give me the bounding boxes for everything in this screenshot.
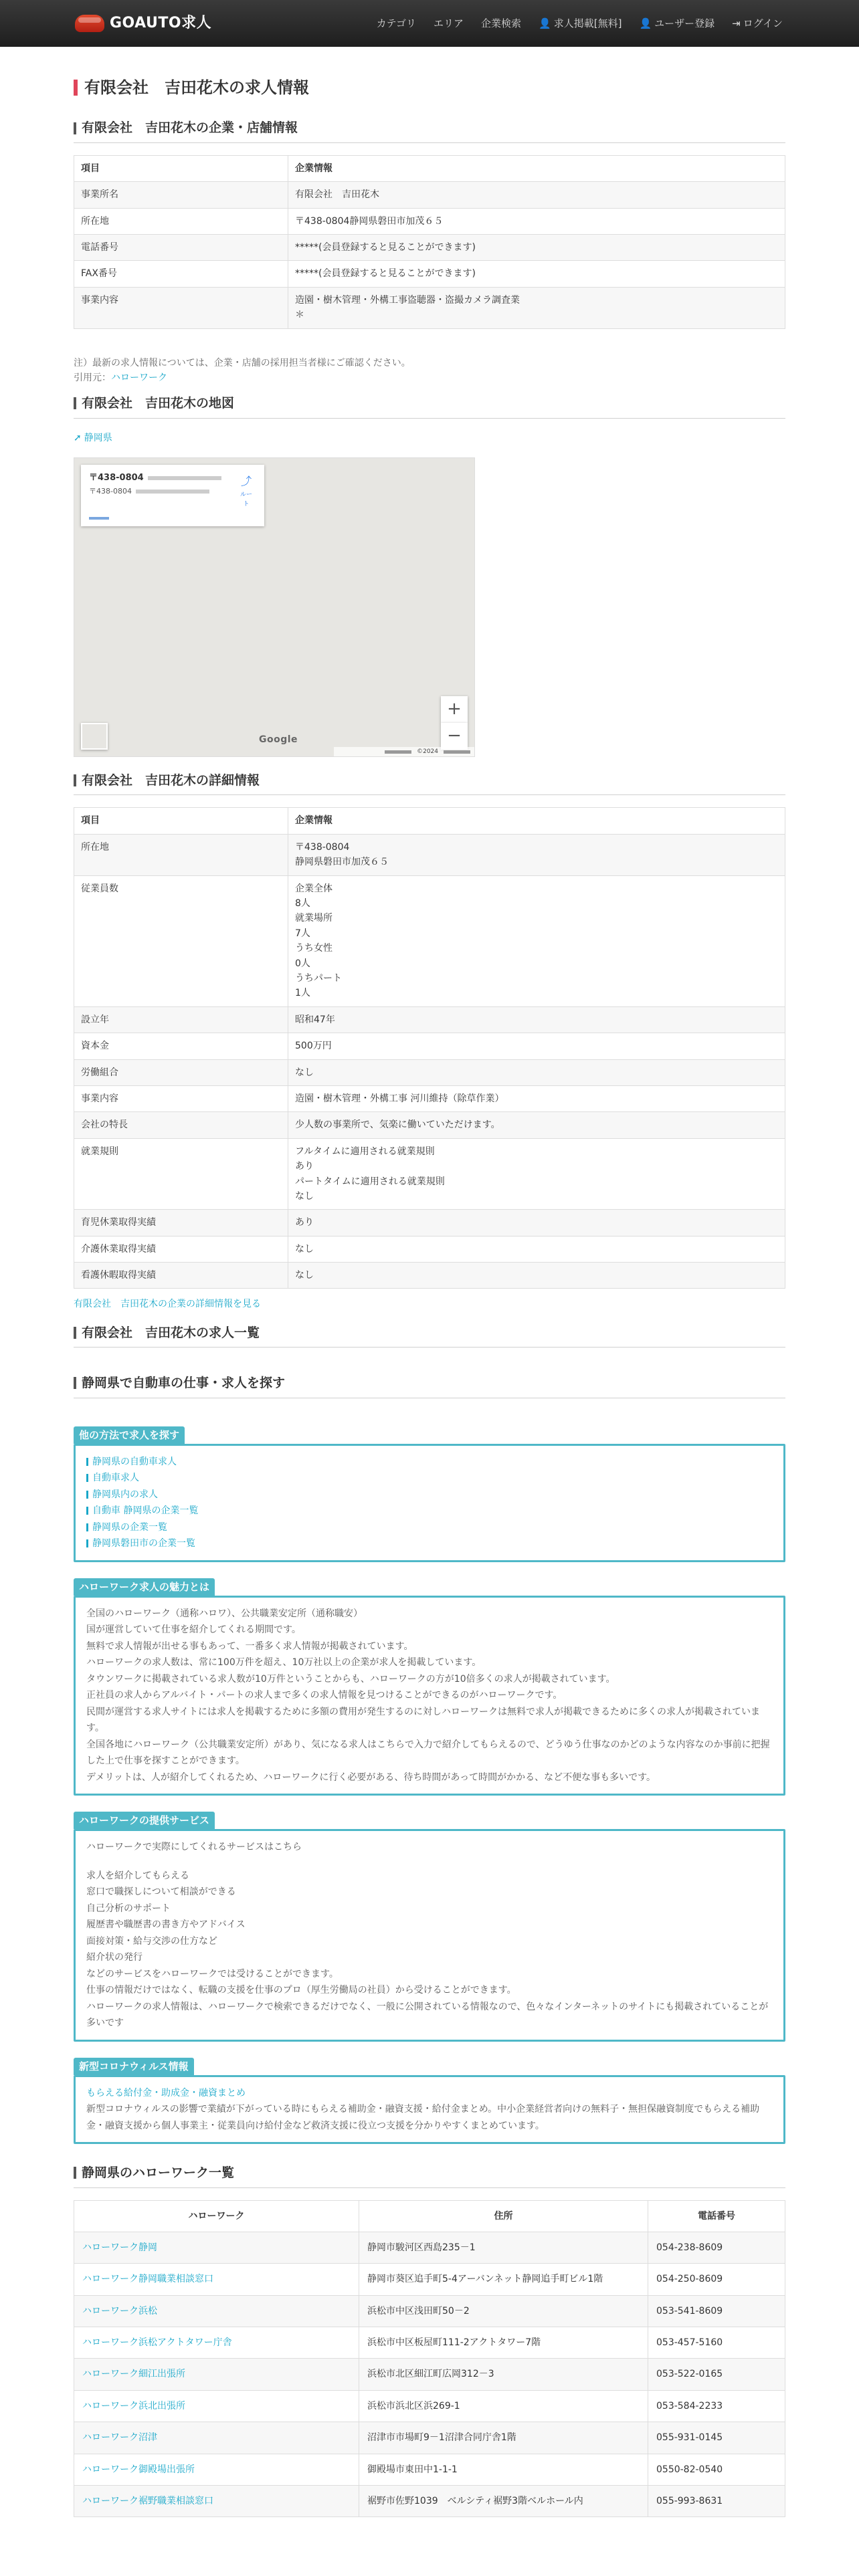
hellowork-phone: 053-522-0165: [648, 2359, 785, 2390]
table-row: 所在地 〒438-0804静岡県磐田市加茂６５: [74, 208, 785, 234]
hellowork-address: 浜松市中区板屋町111-2アクトタワー7階: [359, 2327, 648, 2359]
detail-table: [74, 807, 785, 1289]
row-label: 会社の特長: [74, 1112, 288, 1138]
hellowork-link[interactable]: ハローワーク浜北出張所: [82, 2400, 185, 2411]
value-line: 就業場所: [295, 913, 332, 924]
jobs-heading: 有限会社 吉田花木の求人一覧: [74, 1323, 785, 1348]
table-header: 項目: [74, 808, 288, 834]
value-line: うちパート: [295, 972, 342, 984]
hellowork-phone: 053-541-8609: [648, 2295, 785, 2327]
hellowork-address: 浜松市北区細江町広岡312－3: [359, 2359, 648, 2390]
hellowork-phone: 053-584-2233: [648, 2390, 785, 2422]
search-link[interactable]: 静岡県の企業一覧: [86, 1519, 773, 1536]
hellowork-address: 沼津市市場町9－1沼津合同庁舎1階: [359, 2422, 648, 2454]
car-logo-icon: [75, 15, 104, 32]
hellowork-phone: 054-238-8609: [648, 2232, 785, 2263]
hellowork-link[interactable]: ハローワーク浜松アクトタワー庁舎: [82, 2337, 232, 2349]
appeal-line: 国が運営していて仕事を紹介してくれる期間です。: [86, 1624, 301, 1636]
hellowork-address: 静岡市駿河区西島235－1: [359, 2232, 648, 2263]
corona-text: 新型コロナウィルスの影響で業績が下がっている時にもらえる補助金・融資支援・給付金まとめ。中小企業経営者向けの無料子・無担保融資制度でもらえる補助金・融資支援から個人事業主・従業員向け給付金など救済支援に役立つ支援を分かりやすくまとめています。: [86, 2104, 760, 2131]
service-item: 面接対策・給与交渉の仕方など: [86, 1935, 217, 1947]
row-label: 就業規則: [74, 1138, 288, 1210]
table-header: 電話番号: [648, 2200, 785, 2232]
value-line: 静岡県磐田市加茂６５: [295, 857, 389, 868]
section-marker: [74, 1327, 76, 1339]
appeal-title: ハローワーク求人の魅力とは: [74, 1578, 215, 1596]
value-line: 1人: [295, 988, 310, 999]
table-header: ハローワーク: [74, 2200, 359, 2232]
hellowork-phone: 054-250-8609: [648, 2264, 785, 2295]
value-line: 8人: [295, 898, 310, 909]
value-line: あり: [295, 1161, 314, 1172]
service-outro-line: ハローワークの求人情報は、ハローワークで検索できるだけでなく、一般に公開されている情報なので、色々なインターネットのサイトにも掲載されていることが多いです: [86, 2001, 769, 2029]
hellowork-address: 浜松市浜北区浜269-1: [359, 2390, 648, 2422]
service-item: 自己分析のサポート: [86, 1903, 171, 1914]
table-row: [74, 1033, 785, 1059]
appeal-line: デメリットは、人が紹介してくれるため、ハローワークに行く必要がある、待ち時間があって時間がかかる、など不便な事も多いです。: [86, 1772, 656, 1783]
hellowork-phone: 053-457-5160: [648, 2327, 785, 2359]
hellowork-link[interactable]: ハローワーク静岡職業相談窓口: [82, 2274, 213, 2285]
hellowork-name-cell: [74, 2359, 359, 2390]
value-line: 少人数の事業所で、気楽に働いていただけます。: [295, 1119, 500, 1131]
login-icon: ⇥: [732, 17, 741, 29]
title-marker: [74, 80, 78, 96]
detail-heading: 有限会社 吉田花木の詳細情報: [74, 770, 785, 795]
table-row: [74, 834, 785, 875]
google-logo: Google: [259, 734, 298, 745]
service-intro: ハローワークで実際にしてくれるサービスはこちら: [86, 1842, 302, 1853]
appeal-box: [74, 1596, 785, 1796]
nav-area[interactable]: エリア: [434, 17, 464, 29]
value-line: 昭和47年: [295, 1014, 335, 1025]
disclaimer-note: 注）最新の求人情報については、企業・店舗の採用担当者様にご確認ください。: [74, 357, 411, 368]
prefecture-link[interactable]: ➚ 静岡県: [74, 431, 785, 445]
table-row: [74, 2422, 785, 2454]
table-row: [74, 1210, 785, 1236]
nav-category[interactable]: カテゴリ: [376, 17, 417, 29]
value-line: なし: [295, 1270, 314, 1281]
search-link[interactable]: 静岡県内の求人: [86, 1487, 773, 1503]
row-value: [288, 1138, 785, 1210]
value-line: うち女性: [295, 943, 332, 954]
section-marker: [74, 397, 76, 409]
logo-text: GOAUTO求人: [110, 15, 212, 32]
hellowork-address: 静岡市葵区追手町5-4アーバンネット静岡追手町ビル1階: [359, 2264, 648, 2295]
map-type-toggle[interactable]: [81, 723, 108, 750]
table-header: 企業情報: [288, 808, 785, 834]
hellowork-name-cell: [74, 2422, 359, 2454]
hellowork-phone: 055-931-0145: [648, 2422, 785, 2454]
table-row: 電話番号 *****(会員登録すると見ることができます): [74, 234, 785, 260]
row-value: [288, 1112, 785, 1138]
location-arrow-icon: ➚: [74, 432, 82, 443]
service-item: 紹介状の発行: [86, 1952, 142, 1963]
nav-company-search[interactable]: 企業検索: [481, 17, 522, 29]
hellowork-name-cell: [74, 2454, 359, 2485]
table-header: 企業情報: [288, 155, 785, 181]
row-value: [288, 1006, 785, 1033]
hellowork-name-cell: [74, 2486, 359, 2517]
google-map[interactable]: [74, 457, 475, 757]
service-box: [74, 1829, 785, 2042]
search-link[interactable]: 自動車求人: [86, 1470, 773, 1487]
hellowork-heading: 静岡県のハローワーク一覧: [74, 2163, 785, 2187]
hellowork-table: [74, 2200, 785, 2518]
value-line: 0人: [295, 958, 310, 969]
hellowork-link[interactable]: ハローワーク裾野職業相談窓口: [82, 2496, 213, 2507]
row-label: 事業内容: [74, 1085, 288, 1111]
main-container: [74, 75, 785, 2524]
nav-user-register[interactable]: 👤 ユーザー登録: [639, 15, 714, 31]
other-methods-title: 他の方法で求人を探す: [74, 1426, 185, 1444]
row-value: [288, 1210, 785, 1236]
other-methods-box: [74, 1444, 785, 1562]
top-navbar: [0, 0, 859, 47]
table-row: [74, 1059, 785, 1085]
row-value: [288, 1033, 785, 1059]
table-row: [74, 2359, 785, 2390]
hellowork-phone: 0550-82-0540: [648, 2454, 785, 2485]
row-label: 設立年: [74, 1006, 288, 1033]
hellowork-address: 浜松市中区浅田町50－2: [359, 2295, 648, 2327]
table-row: [74, 1236, 785, 1262]
user-icon: 👤: [639, 17, 652, 29]
value-line: 7人: [295, 928, 310, 939]
table-row: [74, 2454, 785, 2485]
table-row: [74, 2264, 785, 2295]
value-line: 造園・樹木管理・外構工事 河川維持（除草作業）: [295, 1093, 504, 1104]
source-link[interactable]: ハローワーク: [111, 372, 167, 383]
hellowork-address: 裾野市佐野1039 ベルシティ裾野3階ベルホール内: [359, 2486, 648, 2517]
zoom-in-button[interactable]: +: [441, 696, 468, 723]
appeal-line: タウンワークに掲載されている求人数が10万件ということからも、ハローワークの方が10倍多くの求人が掲載されています。: [86, 1673, 615, 1685]
map-heading: 有限会社 吉田花木の地図: [74, 393, 785, 418]
hellowork-address: 御殿場市東田中1-1-1: [359, 2454, 648, 2485]
row-label: 介護休業取得実績: [74, 1236, 288, 1262]
table-row: 事業内容 造園・樹木管理・外構工事盗聴器・盗撮カメラ調査業 ＊: [74, 287, 785, 328]
row-value: [288, 1263, 785, 1289]
value-line: パートタイムに適用される就業規則: [295, 1176, 445, 1187]
table-row: [74, 2327, 785, 2359]
service-outro-line: などのサービスをハローワークでは受けることができます。: [86, 1968, 339, 1979]
service-item: 求人を紹介してもらえる: [86, 1870, 189, 1881]
table-row: [74, 1263, 785, 1289]
row-label: 労働組合: [74, 1059, 288, 1085]
appeal-line: ハローワークの求人数は、常に100万件を超え、10万社以上の企業が求人を掲載しています。: [86, 1657, 482, 1669]
appeal-line: 無料で求人情報が出せる事もあって、一番多く求人情報が掲載されています。: [86, 1640, 413, 1652]
row-label: 育児休業取得実績: [74, 1210, 288, 1236]
hellowork-link[interactable]: ハローワーク浜松: [82, 2305, 157, 2317]
value-line: なし: [295, 1243, 314, 1255]
nav-login[interactable]: ⇥ ログイン: [732, 15, 783, 31]
appeal-line: 全国のハローワーク（通称ハロワ）、公共職業安定所（通称職安）: [86, 1608, 363, 1619]
row-value: [288, 1059, 785, 1085]
company-detail-link[interactable]: 有限会社 吉田花木の企業の詳細情報を見る: [74, 1299, 261, 1310]
appeal-line: 民間が運営する求人サイトには求人を掲載するために多額の費用が発生するのに対しハローワークは無料で求人が掲載できるために多くの求人が掲載されています。: [86, 1706, 761, 1734]
map-info-card: 〒438-0804 〒438-0804 ⤴ ルート: [81, 465, 264, 526]
hellowork-link[interactable]: ハローワーク御殿場出張所: [82, 2464, 195, 2475]
hellowork-name-cell: [74, 2327, 359, 2359]
nav-links: [377, 15, 783, 31]
corona-link[interactable]: もらえる給付金・助成金・融資まとめ: [86, 2087, 246, 2099]
table-row: FAX番号 *****(会員登録すると見ることができます): [74, 261, 785, 287]
corona-box: [74, 2075, 785, 2145]
table-row: 事業所名 有限会社 吉田花木: [74, 182, 785, 208]
appeal-line: 正社員の求人からアルバイト・パートの求人まで多くの求人情報を見つけることができるのがハローワークです。: [86, 1690, 563, 1701]
company-info-table: [74, 155, 785, 329]
map-footer: ©2024: [334, 747, 474, 756]
value-line: 500万円: [295, 1041, 332, 1052]
service-item: 履歴書や職歴書の書き方やアドバイス: [86, 1919, 246, 1931]
row-label: 従業員数: [74, 875, 288, 1006]
section-marker: [74, 2167, 76, 2179]
table-header: 住所: [359, 2200, 648, 2232]
row-value: [288, 875, 785, 1006]
value-line: なし: [295, 1067, 314, 1078]
row-value: [288, 1236, 785, 1262]
value-line: なし: [295, 1190, 314, 1202]
hellowork-name-cell: [74, 2232, 359, 2263]
table-row: [74, 1138, 785, 1210]
search-heading: 静岡県で自動車の仕事・求人を探す: [74, 1373, 785, 1398]
table-row: [74, 2390, 785, 2422]
service-outro-line: 仕事の情報だけではなく、転職の支援を仕事のプロ（厚生労働局の社員）から受けることができます。: [86, 1985, 516, 1996]
search-link[interactable]: 静岡県磐田市の企業一覧: [86, 1535, 773, 1552]
value-line: 企業全体: [295, 883, 332, 894]
brand[interactable]: [75, 11, 211, 35]
table-row: [74, 875, 785, 1006]
table-row: [74, 1006, 785, 1033]
appeal-line: 全国各地にハローワーク（公共職業安定所）があり、気になる求人はこちらで入力で紹介してもらえるので、どうゆう仕事なのかどのような内容なのか事前に把握した上で仕事を探すことができます。: [86, 1739, 770, 1767]
zoom-out-button[interactable]: −: [441, 723, 468, 750]
value-line: 〒438-0804: [295, 841, 350, 853]
service-title: ハローワークの提供サービス: [74, 1812, 215, 1829]
hellowork-link[interactable]: ハローワーク細江出張所: [82, 2369, 185, 2380]
row-label: 資本金: [74, 1033, 288, 1059]
nav-post-job[interactable]: 👤 求人掲載[無料]: [539, 15, 622, 31]
hellowork-phone: 055-993-8631: [648, 2486, 785, 2517]
table-row: [74, 2295, 785, 2327]
corona-title: 新型コロナウィルス情報: [74, 2058, 194, 2075]
row-label: 看護休暇取得実績: [74, 1263, 288, 1289]
section-marker: [74, 1377, 76, 1389]
table-header: 項目: [74, 155, 288, 181]
table-row: [74, 2486, 785, 2517]
map-larger-link[interactable]: [89, 517, 109, 520]
value-line: フルタイムに適用される就業規則: [295, 1146, 435, 1157]
search-link[interactable]: 自動車 静岡県の企業一覧: [86, 1503, 773, 1519]
hellowork-name-cell: [74, 2390, 359, 2422]
hellowork-link[interactable]: ハローワーク沼津: [82, 2432, 157, 2444]
directions-icon[interactable]: ⤴ ルート: [240, 475, 252, 508]
search-link[interactable]: 静岡県の自動車求人: [86, 1454, 773, 1471]
page-title: 有限会社 吉田花木の求人情報: [74, 75, 785, 100]
hellowork-link[interactable]: ハローワーク静岡: [82, 2242, 157, 2253]
table-row: [74, 1112, 785, 1138]
value-line: あり: [295, 1217, 314, 1228]
user-icon: 👤: [539, 17, 551, 29]
hellowork-name-cell: [74, 2295, 359, 2327]
table-row: [74, 2232, 785, 2263]
hellowork-name-cell: [74, 2264, 359, 2295]
company-info-heading: 有限会社 吉田花木の企業・店舗情報: [74, 118, 785, 142]
source-line: 引用元：ハローワーク: [74, 372, 167, 383]
service-item: 窓口で職探しについて相談ができる: [86, 1887, 236, 1898]
section-marker: [74, 774, 76, 786]
row-value: [288, 1085, 785, 1111]
row-value: [288, 834, 785, 875]
table-row: [74, 1085, 785, 1111]
row-label: 所在地: [74, 834, 288, 875]
section-marker: [74, 122, 76, 134]
